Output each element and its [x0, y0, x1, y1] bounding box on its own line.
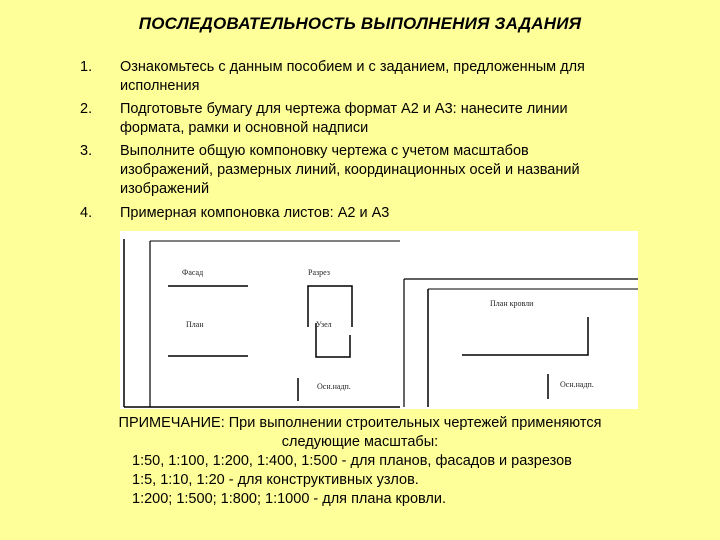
a3-title-block-label: Осн.надп.: [560, 380, 594, 389]
step-text: Примерная компоновка листов: А2 и А3: [120, 205, 390, 221]
step-number: 1.: [80, 59, 93, 75]
section-label: Разрез: [308, 268, 330, 277]
step-number: 4.: [80, 205, 93, 221]
sheet-layout-drawing: [120, 231, 638, 409]
step-text: изображений, размерных линий, координационных осей и названий: [120, 162, 580, 178]
a2-sheet: [124, 239, 400, 407]
plan-label: План: [186, 320, 204, 329]
step-text: изображений: [120, 181, 210, 197]
sheet-layout-svg: [120, 231, 638, 409]
note-line: ПРИМЕЧАНИЕ: При выполнении строительных чертежей применяются: [118, 415, 602, 431]
note-line: следующие масштабы:: [281, 434, 439, 450]
roof-plan-label: План кровли: [490, 299, 534, 308]
a2-title-block-label: Осн.надп.: [317, 382, 351, 391]
note-line: 1:200; 1:500; 1:800; 1:1000 - для плана кровли.: [132, 491, 446, 507]
node-label: Узел: [316, 320, 332, 329]
step-text: Подготовьте бумагу для чертежа формат А2 и А3: нанесите линии: [120, 101, 568, 117]
step-text: исполнения: [120, 78, 200, 94]
page-title: ПОСЛЕДОВАТЕЛЬНОСТЬ ВЫПОЛНЕНИЯ ЗАДАНИЯ: [138, 14, 582, 33]
note-line: 1:5, 1:10, 1:20 - для конструктивных узлов.: [132, 472, 419, 488]
step-number: 3.: [80, 143, 93, 159]
step-number: 2.: [80, 101, 93, 117]
step-text: Ознакомьтесь с данным пособием и с заданием, предложенным для: [120, 59, 585, 75]
step-text: Выполните общую компоновку чертежа с учетом масштабов: [120, 143, 529, 159]
step-text: формата, рамки и основной надписи: [120, 120, 369, 136]
note-line: 1:50, 1:100, 1:200, 1:400, 1:500 - для планов, фасадов и разрезов: [132, 453, 572, 469]
facade-label: Фасад: [182, 268, 204, 277]
